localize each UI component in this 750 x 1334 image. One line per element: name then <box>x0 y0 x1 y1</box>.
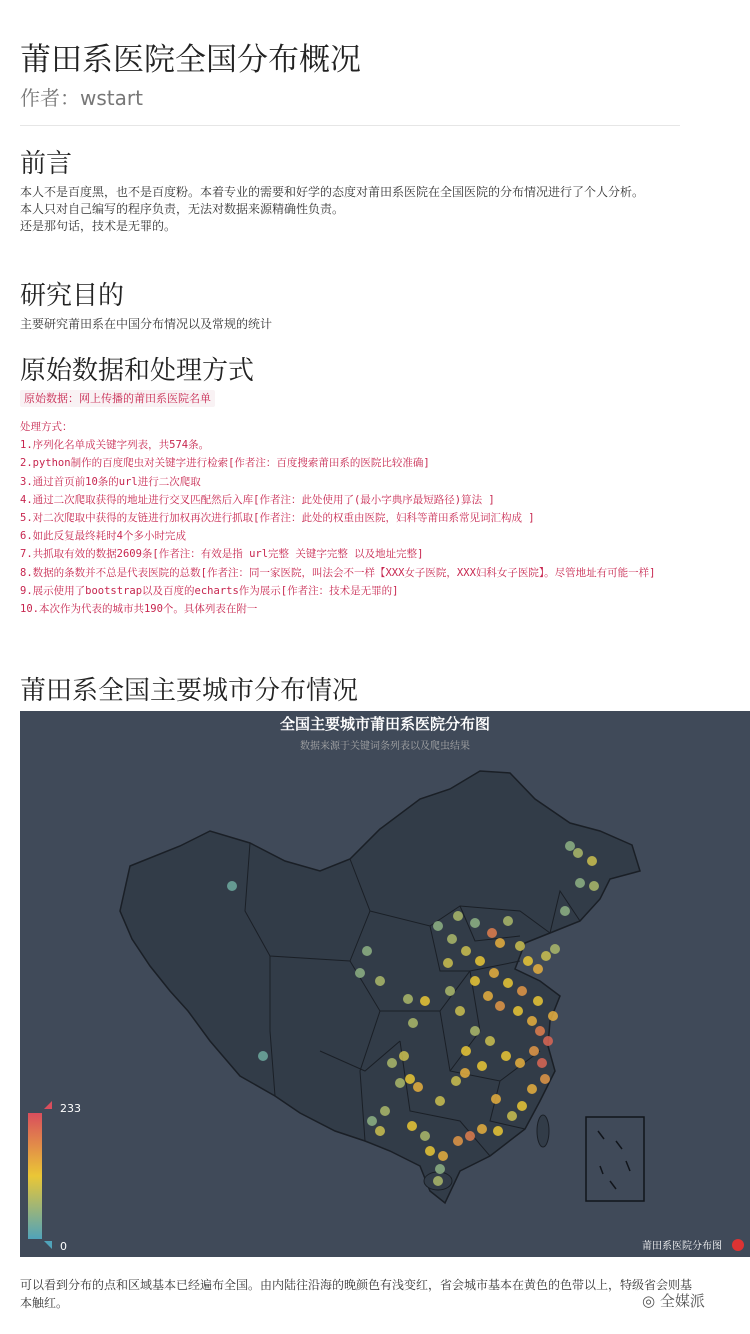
city-point <box>451 1076 461 1086</box>
city-point <box>258 1051 268 1061</box>
city-point <box>548 1011 558 1021</box>
china-outline <box>120 771 640 1203</box>
distribution-heading: 莆田系全国主要城市分布情况 <box>20 676 359 706</box>
city-point <box>495 938 505 948</box>
city-point <box>517 986 527 996</box>
city-point <box>461 1046 471 1056</box>
city-point <box>515 1058 525 1068</box>
city-point <box>489 968 499 978</box>
city-point <box>543 1036 553 1046</box>
city-point <box>433 1176 443 1186</box>
city-point <box>565 841 575 851</box>
city-point <box>433 921 443 931</box>
south-sea-dashes <box>598 1131 630 1189</box>
city-point <box>501 1051 511 1061</box>
method-steps <box>20 418 690 618</box>
map-subtitle: 数据来源于关键词条列表以及爬虫结果 <box>300 741 470 752</box>
header-divider <box>20 125 680 126</box>
scale-min-label: 0 <box>60 1240 67 1253</box>
city-point <box>477 1124 487 1134</box>
method-step: 3.通过首页前10条的url进行二次爬取 <box>20 475 201 488</box>
city-point <box>529 1046 539 1056</box>
preface-line: 本人不是百度黑，也不是百度粉。本着专业的需要和好学的态度对莆田系医院在全国医院的分布情况进行了个人分析。 <box>20 185 645 199</box>
method-intro: 处理方式： <box>20 421 73 433</box>
city-point <box>455 1006 465 1016</box>
city-point <box>477 1061 487 1071</box>
city-point <box>380 1106 390 1116</box>
legend-dot[interactable] <box>732 1239 744 1251</box>
city-point <box>575 878 585 888</box>
city-point <box>523 956 533 966</box>
city-point <box>517 1101 527 1111</box>
city-point <box>533 996 543 1006</box>
city-point <box>560 906 570 916</box>
city-point <box>420 1131 430 1141</box>
city-point <box>485 1036 495 1046</box>
purpose-text: 主要研究莆田系在中国分布情况以及常规的统计 <box>20 317 273 331</box>
china-distribution-map <box>20 711 750 1257</box>
method-step: 8.数据的条数并不总是代表医院的总数[作者注：同一家医院，叫法会不一样【XXX女子医院，XXX妇科女子医院】。尽管地址有可能一样] <box>20 566 656 579</box>
scale-min-handle[interactable] <box>44 1241 52 1249</box>
city-point <box>495 1001 505 1011</box>
city-point <box>407 1121 417 1131</box>
city-point <box>375 976 385 986</box>
city-point <box>355 968 365 978</box>
city-point <box>362 946 372 956</box>
method-step: 6.如此反复最终耗时4个多小时完成 <box>20 530 186 543</box>
city-point <box>460 1068 470 1078</box>
legend-label[interactable]: 莆田系医院分布图 <box>642 1241 722 1252</box>
city-point <box>435 1164 445 1174</box>
method-step: 7.共抓取有效的数据2609条[作者注：有效是指 url完整 关键字完整 以及地址完整] <box>20 548 424 561</box>
city-point <box>491 1094 501 1104</box>
city-point <box>537 1058 547 1068</box>
method-step: 9.展示使用了bootstrap以及百度的echarts作为展示[作者注：技术是无罪的] <box>20 584 399 597</box>
map-canvas <box>20 711 750 1257</box>
taiwan-island <box>537 1115 549 1147</box>
method-heading: 原始数据和处理方式 <box>20 356 255 386</box>
purpose-heading: 研究目的 <box>20 281 125 311</box>
city-point <box>420 996 430 1006</box>
city-point <box>470 918 480 928</box>
city-point <box>527 1084 537 1094</box>
scale-max-handle[interactable] <box>44 1101 52 1109</box>
preface-line: 还是那句话，技术是无罪的。 <box>20 219 177 233</box>
city-point <box>515 941 525 951</box>
city-point <box>367 1116 377 1126</box>
city-point <box>513 1006 523 1016</box>
city-point <box>405 1074 415 1084</box>
city-point <box>453 911 463 921</box>
method-step: 10.本次作为代表的城市共190个。具体列表在附一 <box>20 603 258 616</box>
city-point <box>589 881 599 891</box>
city-point <box>533 964 543 974</box>
city-point <box>395 1078 405 1088</box>
city-point <box>470 976 480 986</box>
city-point <box>573 848 583 858</box>
city-point <box>550 944 560 954</box>
city-point <box>438 1151 448 1161</box>
watermark <box>642 1290 705 1311</box>
city-point <box>587 856 597 866</box>
city-point <box>503 916 513 926</box>
city-point <box>425 1146 435 1156</box>
city-point <box>507 1111 517 1121</box>
method-step: 5.对二次爬取中获得的友链进行加权再次进行抓取[作者注：此处的权重由医院，妇科等莆田系常见词汇构成 ] <box>20 512 535 525</box>
method-step: 1.序列化名单成关键字列表，共574条。 <box>20 439 210 452</box>
method-source: 原始数据：网上传播的莆田系医院名单 <box>20 390 215 407</box>
city-point <box>413 1082 423 1092</box>
city-point <box>387 1058 397 1068</box>
city-point <box>445 986 455 996</box>
city-point <box>399 1051 409 1061</box>
preface-heading: 前言 <box>20 149 73 179</box>
city-point <box>461 946 471 956</box>
wechat-icon: ◎ <box>642 1292 656 1310</box>
map-caption: 可以看到分布的点和区域基本已经遍布全国。由内陆往沿海的晚颜色有浅变红，省会城市基本在黄色的色带以上，特级省会则基本触红。 <box>20 1278 693 1310</box>
city-point <box>375 1126 385 1136</box>
city-point <box>541 951 551 961</box>
city-point <box>470 1026 480 1036</box>
method-step: 4.通过二次爬取获得的地址进行交叉匹配然后入库[作者注：此处使用了(最小字典序最短路径)算法 ] <box>20 493 495 506</box>
map-title: 全国主要城市莆田系医院分布图 <box>279 715 491 733</box>
city-point <box>540 1074 550 1084</box>
city-point <box>443 958 453 968</box>
city-point <box>475 956 485 966</box>
city-point <box>527 1016 537 1026</box>
visual-map-scale[interactable] <box>28 1113 42 1239</box>
city-point <box>503 978 513 988</box>
city-point <box>493 1126 503 1136</box>
preface-text <box>20 184 680 235</box>
city-point <box>403 994 413 1004</box>
article-author: 作者：wstart <box>20 86 143 110</box>
scale-max-label: 233 <box>60 1102 81 1115</box>
city-point <box>227 881 237 891</box>
city-point <box>535 1026 545 1036</box>
city-point <box>447 934 457 944</box>
city-point <box>487 928 497 938</box>
article-title: 莆田系医院全国分布概况 <box>20 42 361 78</box>
city-point <box>453 1136 463 1146</box>
city-point <box>435 1096 445 1106</box>
watermark-text: 全媒派 <box>659 1292 705 1310</box>
city-point <box>408 1018 418 1028</box>
method-step: 2.python制作的百度爬虫对关键字进行检索[作者注：百度搜索莆田系的医院比较准确] <box>20 457 430 470</box>
city-point <box>483 991 493 1001</box>
preface-line: 本人只对自己编写的程序负责，无法对数据来源精确性负责。 <box>20 202 345 216</box>
city-point <box>465 1131 475 1141</box>
